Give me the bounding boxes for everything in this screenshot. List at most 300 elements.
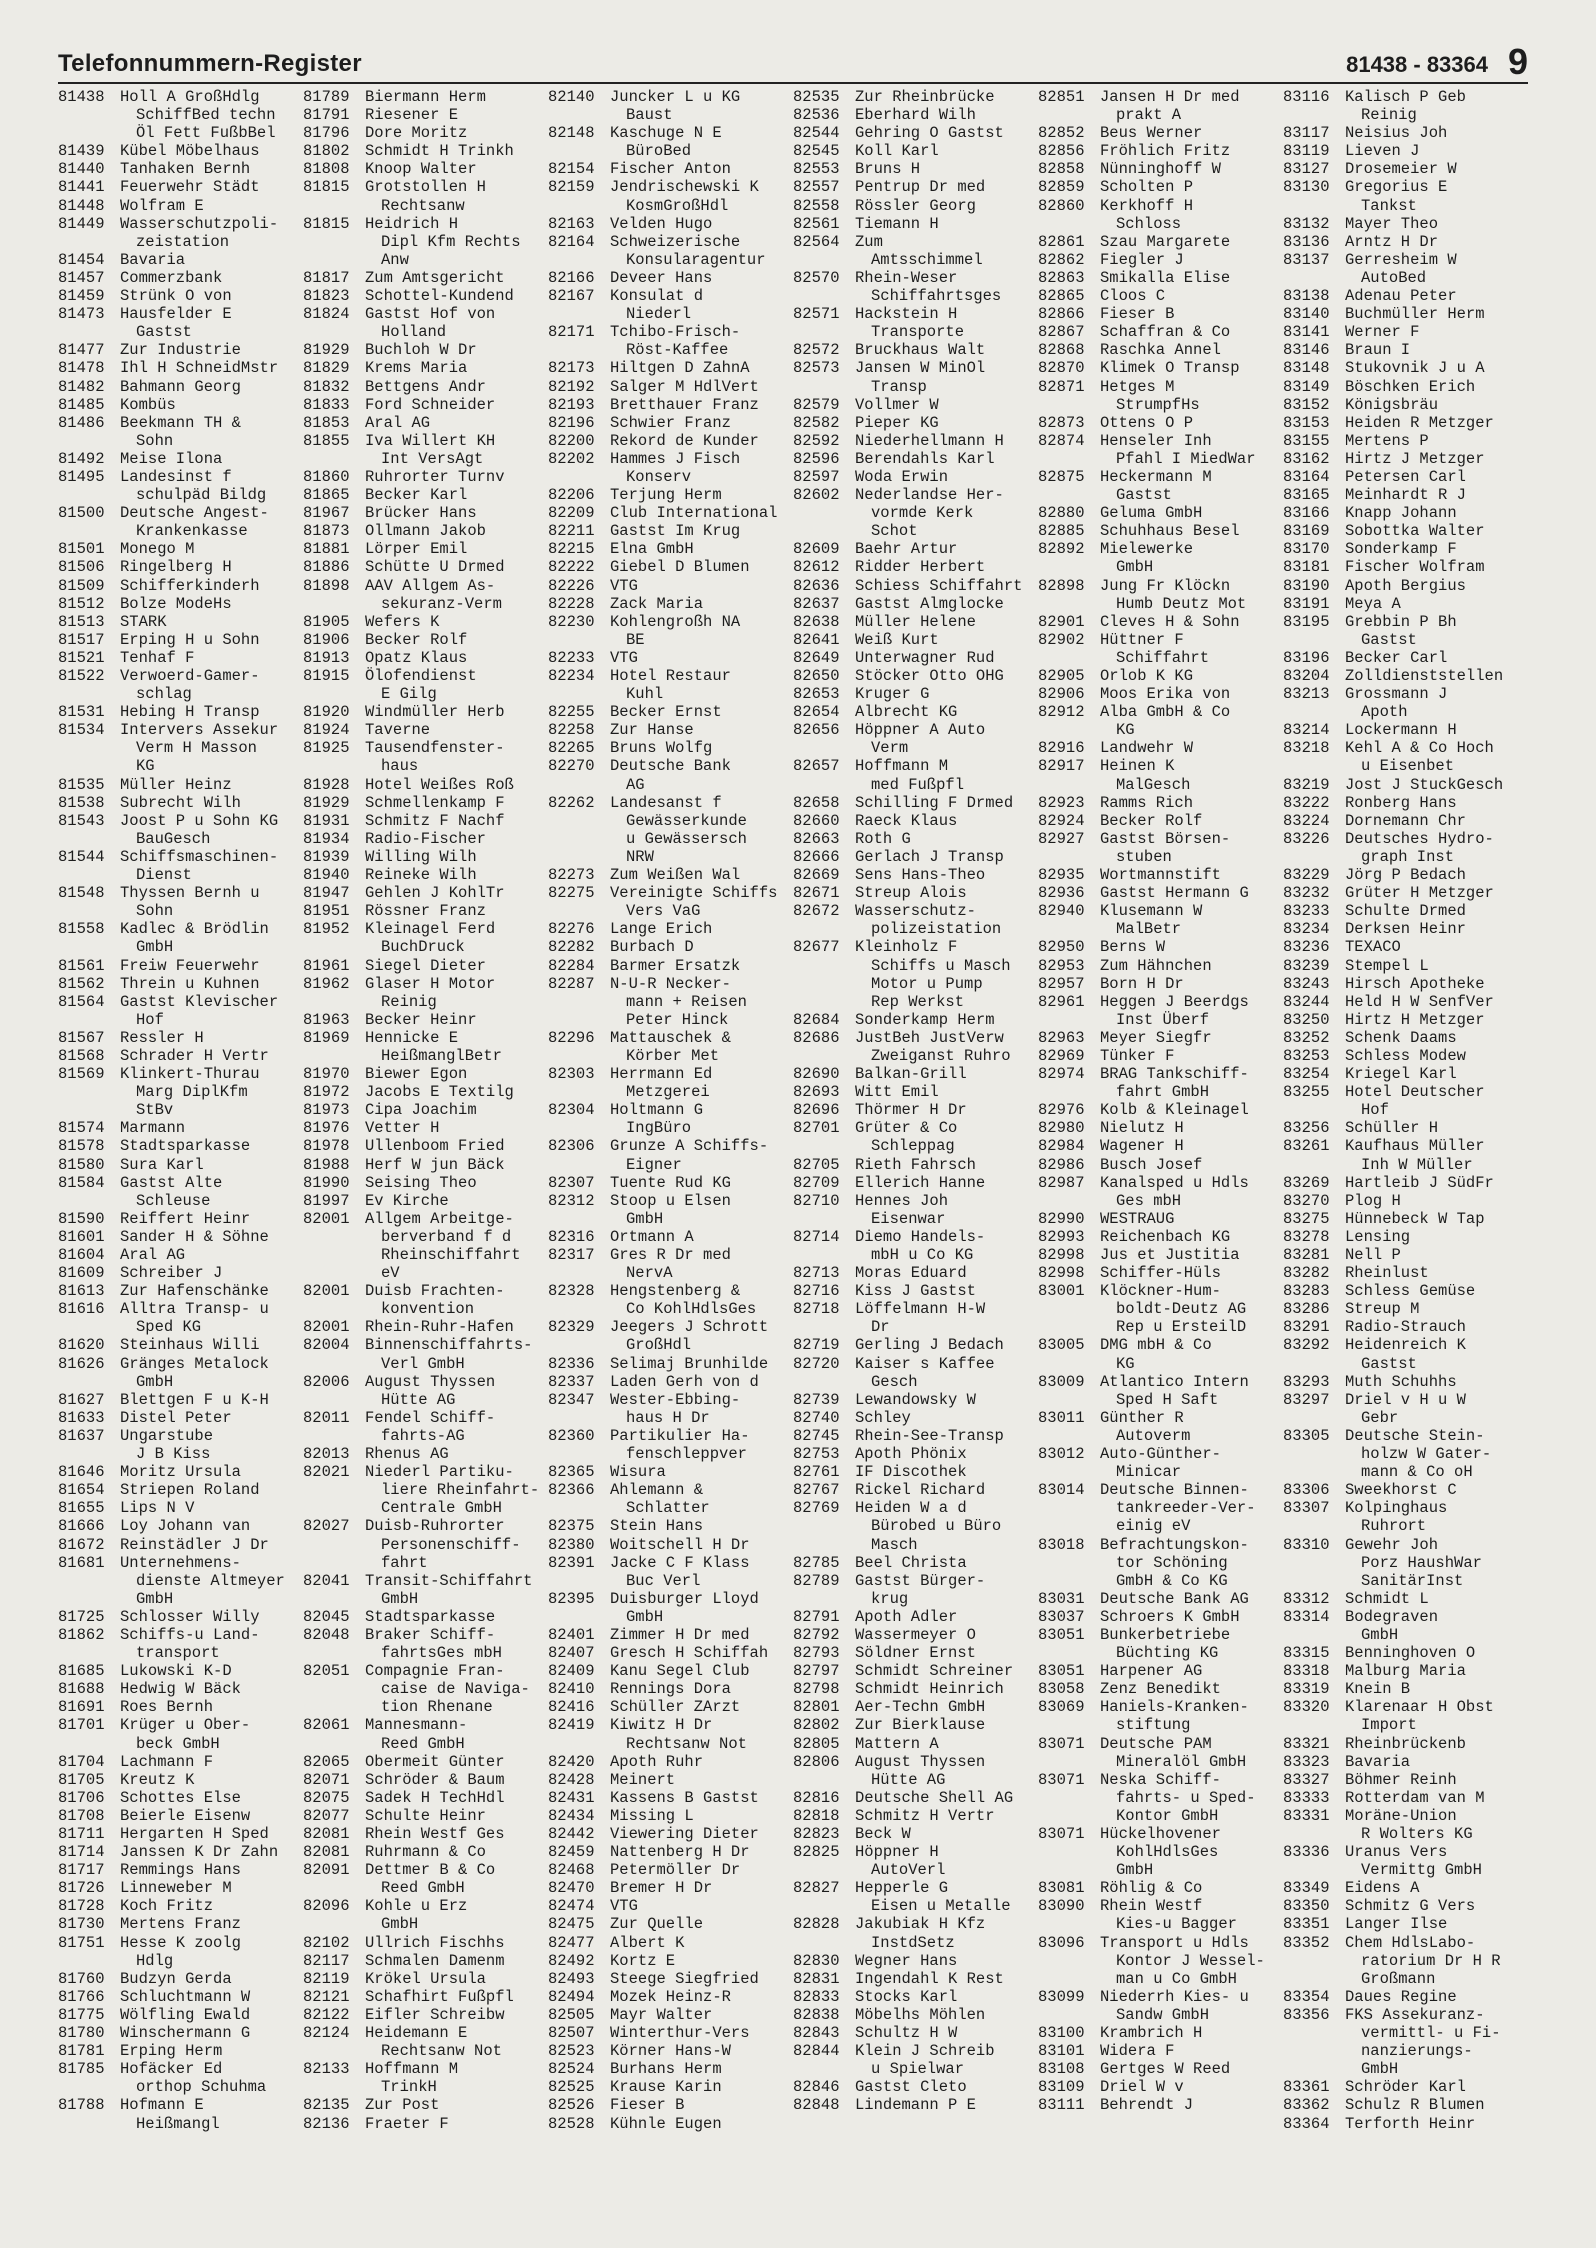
directory-entry (303, 414, 548, 432)
subscriber-name: WESTRAUG (1100, 1209, 1175, 1228)
subscriber-name: Schrader H Vertr (120, 1046, 269, 1065)
subscriber-name: Schulz R Blumen (1345, 2096, 1485, 2115)
phone-number (303, 251, 365, 269)
subscriber-name: Schmalen Damenm (365, 1951, 505, 1970)
phone-number: 82021 (303, 1463, 350, 1482)
phone-number: 83130 (1283, 178, 1330, 197)
subscriber-name: Heggen J Beerdgs (1100, 992, 1249, 1011)
phone-number: 82262 (548, 793, 595, 812)
subscriber-name: Hoffmann M (855, 757, 949, 776)
directory-entry-continuation (793, 1536, 1038, 1554)
subscriber-name: Gebr (1361, 1408, 1399, 1427)
phone-number: 82133 (303, 2060, 350, 2079)
phone-number (1038, 1391, 1100, 1409)
directory-entry (58, 667, 303, 685)
subscriber-name: Moräne-Union (1345, 1806, 1457, 1825)
subscriber-name: Subrecht Wilh (120, 793, 241, 812)
subscriber-name: Mayer Theo (1345, 214, 1439, 233)
phone-number (1283, 1626, 1345, 1644)
directory-entry-continuation (1038, 1554, 1283, 1572)
subscriber-name: Bruns H (855, 160, 921, 179)
subscriber-name: Allgem Arbeitge- (365, 1209, 514, 1228)
subscriber-name: Zack Maria (610, 594, 704, 613)
phone-number: 82686 (793, 1028, 840, 1047)
subscriber-name: Kerkhoff H (1100, 196, 1194, 215)
subscriber-name: Röst-Kaffee (626, 341, 729, 360)
directory-entry (1038, 1879, 1283, 1897)
directory-entry (58, 1807, 303, 1825)
directory-entry (1283, 468, 1528, 486)
subscriber-name: Rhein Westf Ges (365, 1825, 505, 1843)
subscriber-name: Peter Hinck (626, 1010, 729, 1029)
register-title: Telefonnummern-Register (58, 50, 362, 77)
subscriber-name: GmbH (136, 1372, 174, 1391)
phone-number (303, 1554, 365, 1572)
subscriber-name: Juncker L u KG (610, 88, 741, 106)
phone-number: 83314 (1283, 1607, 1330, 1626)
directory-entry-continuation (1283, 1970, 1528, 1988)
subscriber-name: Wortmannstift (1100, 866, 1221, 885)
directory-entry-continuation (1283, 1156, 1528, 1174)
phone-number: 82866 (1038, 305, 1085, 324)
subscriber-name: Becker Karl (365, 486, 468, 505)
directory-entry (793, 1300, 1038, 1318)
phone-number: 82409 (548, 1662, 595, 1681)
directory-entry (1283, 884, 1528, 902)
directory-entry-continuation (1038, 1952, 1283, 1970)
phone-number: 82641 (793, 630, 840, 649)
directory-entry (1038, 197, 1283, 215)
phone-number: 83222 (1283, 793, 1330, 812)
subscriber-name: mbH u Co KG (871, 1246, 974, 1264)
phone-number (1283, 1952, 1345, 1970)
directory-entry (58, 1228, 303, 1246)
phone-number: 82171 (548, 323, 595, 342)
phone-number (303, 1391, 365, 1409)
subscriber-name: Albrecht KG (855, 703, 958, 722)
subscriber-name: Kanalsped u Hdls (1100, 1173, 1249, 1192)
directory-entry (1283, 414, 1528, 432)
phone-number (1283, 1409, 1345, 1427)
subscriber-name: Grunze A Schiffs- (610, 1137, 769, 1156)
directory-entry-continuation (1283, 106, 1528, 124)
phone-number: 83275 (1283, 1209, 1330, 1228)
subscriber-name: Gerlach J Transp (855, 847, 1004, 866)
subscriber-name: Schweizerische (610, 232, 741, 251)
directory-entry (793, 2042, 1038, 2060)
phone-number: 83001 (1038, 1282, 1085, 1301)
subscriber-name: Muth Schuhhs (1345, 1372, 1457, 1391)
directory-entry (548, 378, 793, 396)
subscriber-name: haus H Dr (626, 1408, 710, 1427)
subscriber-name: Hdlg (136, 1951, 174, 1970)
subscriber-name: Kiwitz H Dr (610, 1716, 713, 1735)
subscriber-name: Gränges Metalock (120, 1354, 269, 1373)
phone-number (1038, 1970, 1100, 1988)
phone-number: 83269 (1283, 1173, 1330, 1192)
directory-entry (1283, 1915, 1528, 1933)
subscriber-name: August Thyssen (365, 1372, 496, 1391)
phone-number: 81924 (303, 721, 350, 740)
phone-number (58, 233, 120, 251)
directory-entry (303, 2115, 548, 2133)
directory-entry (303, 1626, 548, 1644)
phone-number: 82761 (793, 1463, 840, 1482)
phone-number: 82167 (548, 287, 595, 306)
subscriber-name: Gastst Im Krug (610, 522, 741, 541)
phone-number (1038, 1554, 1100, 1572)
directory-entry (1283, 432, 1528, 450)
subscriber-name: Schley (855, 1408, 911, 1427)
directory-entry (58, 341, 303, 359)
phone-number: 83109 (1038, 2078, 1085, 2097)
directory-entry (548, 1771, 793, 1789)
directory-entry (303, 1789, 548, 1807)
directory-entry-continuation (548, 106, 793, 124)
subscriber-name: Körber Met (626, 1046, 720, 1065)
phone-number (303, 1228, 365, 1246)
directory-entry (793, 1264, 1038, 1282)
phone-number: 83331 (1283, 1806, 1330, 1825)
phone-number (1038, 1753, 1100, 1771)
directory-entry (303, 631, 548, 649)
directory-entry (1038, 1065, 1283, 1083)
phone-number (548, 251, 610, 269)
phone-number (548, 1119, 610, 1137)
phone-number: 81972 (303, 1083, 350, 1102)
directory-entry-continuation (548, 1572, 793, 1590)
subscriber-name: Beck W (855, 1825, 911, 1843)
directory-entry (1283, 1608, 1528, 1626)
directory-entry (58, 2024, 303, 2042)
directory-entry (1283, 1934, 1528, 1952)
subscriber-name: VTG (610, 576, 638, 595)
directory-entry-continuation (548, 631, 793, 649)
phone-number: 82474 (548, 1897, 595, 1916)
directory-entry (1283, 721, 1528, 739)
directory-entry (58, 595, 303, 613)
phone-number (1038, 1843, 1100, 1861)
subscriber-name: Jansen W MinOl (855, 359, 986, 378)
phone-number: 83318 (1283, 1662, 1330, 1681)
directory-entry (793, 1029, 1038, 1047)
subscriber-name: Moras Eduard (855, 1264, 967, 1283)
phone-number (1283, 1554, 1345, 1572)
subscriber-name: Meinert (610, 1770, 676, 1789)
directory-entry (58, 1156, 303, 1174)
phone-number (1283, 1970, 1345, 1988)
phone-number (793, 251, 855, 269)
phone-number: 82065 (303, 1752, 350, 1771)
directory-entry (1283, 866, 1528, 884)
phone-number: 81708 (58, 1806, 105, 1825)
subscriber-name: Krüger u Ober- (120, 1716, 251, 1735)
directory-entry (303, 1753, 548, 1771)
directory-entry (793, 468, 1038, 486)
subscriber-name: Hütte AG (381, 1390, 456, 1409)
phone-number: 83351 (1283, 1915, 1330, 1934)
directory-entry (548, 866, 793, 884)
phone-number: 82048 (303, 1625, 350, 1644)
directory-entry-continuation (303, 595, 548, 613)
subscriber-name: Sandw GmbH (1116, 2005, 1210, 2024)
directory-entry-continuation (303, 938, 548, 956)
directory-entry (58, 577, 303, 595)
subscriber-name: Schenk Daams (1345, 1028, 1457, 1047)
directory-entry-continuation (303, 1264, 548, 1282)
subscriber-name: Gastst Alte (120, 1173, 223, 1192)
subscriber-name: holzw W Gater- (1361, 1445, 1492, 1464)
subscriber-name: Gastst Bürger- (855, 1571, 986, 1590)
phone-number: 83146 (1283, 341, 1330, 360)
subscriber-name: Gastst Almglocke (855, 594, 1004, 613)
phone-number: 81613 (58, 1282, 105, 1301)
phone-number (793, 1246, 855, 1264)
phone-number (793, 1590, 855, 1608)
phone-number: 82848 (793, 2096, 840, 2115)
phone-number: 82690 (793, 1065, 840, 1084)
phone-number: 82785 (793, 1553, 840, 1572)
phone-number: 82468 (548, 1861, 595, 1880)
subscriber-name: Streup Alois (855, 884, 967, 903)
subscriber-name: Transport u Hdls (1100, 1933, 1249, 1952)
directory-entry (548, 920, 793, 938)
phone-number: 81931 (303, 811, 350, 830)
directory-entry (793, 197, 1038, 215)
phone-number (793, 1318, 855, 1336)
subscriber-name: zeistation (136, 232, 230, 251)
subscriber-name: Schroers K GmbH (1100, 1607, 1240, 1626)
subscriber-name: Rickel Richard (855, 1481, 986, 1500)
phone-number (303, 1536, 365, 1554)
subscriber-name: Beierle Eisenw (120, 1806, 251, 1825)
directory-entry (58, 794, 303, 812)
subscriber-name: Buc Verl (626, 1571, 701, 1590)
directory-entry-continuation (303, 450, 548, 468)
directory-entry (1038, 1409, 1283, 1427)
subscriber-name: Schluchtmann W (120, 1987, 251, 2006)
subscriber-name: Zweiganst Ruhro (871, 1046, 1011, 1065)
directory-entry (303, 504, 548, 522)
subscriber-name: Stöcker Otto OHG (855, 667, 1004, 685)
phone-number: 83136 (1283, 232, 1330, 251)
phone-number (303, 233, 365, 251)
subscriber-name: Mattauschek & (610, 1028, 731, 1047)
phone-number: 82716 (793, 1282, 840, 1301)
phone-number: 82892 (1038, 540, 1085, 559)
directory-entry (303, 776, 548, 794)
phone-number: 82061 (303, 1716, 350, 1735)
phone-number: 82006 (303, 1372, 350, 1391)
phone-number (1283, 269, 1345, 287)
directory-entry (793, 414, 1038, 432)
subscriber-name: Import (1361, 1716, 1417, 1735)
directory-entry (58, 1137, 303, 1155)
phone-number: 82136 (303, 2114, 350, 2133)
directory-entry-continuation (793, 323, 1038, 341)
subscriber-name: MalBetr (1116, 920, 1182, 939)
phone-number: 82718 (793, 1300, 840, 1319)
directory-entry-continuation (793, 739, 1038, 757)
phone-number: 82163 (548, 214, 595, 233)
subscriber-name: Kies-u Bagger (1116, 1915, 1237, 1934)
directory-entry (303, 106, 548, 124)
phone-number: 82230 (548, 612, 595, 631)
subscriber-name: Hirtz H Metzger (1345, 1010, 1485, 1029)
phone-number (793, 1861, 855, 1879)
phone-number: 83162 (1283, 449, 1330, 468)
phone-number: 82830 (793, 1951, 840, 1970)
subscriber-name: Landesinst f (120, 467, 232, 486)
phone-number: 81781 (58, 2042, 105, 2061)
subscriber-name: Bavaria (120, 250, 186, 269)
directory-entry-continuation (58, 1735, 303, 1753)
subscriber-name: Kruger G (855, 685, 930, 704)
directory-entry (548, 1662, 793, 1680)
phone-number: 82858 (1038, 160, 1085, 179)
subscriber-name: Cipa Joachim (365, 1101, 477, 1120)
subscriber-name: Erping Herm (120, 2042, 223, 2061)
directory-entry (548, 287, 793, 305)
directory-entry (1283, 1753, 1528, 1771)
directory-entry-continuation (303, 233, 548, 251)
phone-number (303, 2078, 365, 2096)
subscriber-name: Kleinagel Ferd (365, 920, 496, 939)
subscriber-name: krug (871, 1589, 909, 1608)
phone-number: 81584 (58, 1173, 105, 1192)
directory-entry-continuation (548, 1409, 793, 1427)
directory-entry (793, 685, 1038, 703)
subscriber-name: Jacobs E Textilg (365, 1083, 514, 1102)
directory-entry (548, 269, 793, 287)
subscriber-name: prakt A (1116, 106, 1182, 125)
phone-number: 83320 (1283, 1698, 1330, 1717)
subscriber-name: Brücker Hans (365, 504, 477, 523)
subscriber-name: Konserv (626, 467, 692, 486)
phone-number (303, 757, 365, 775)
phone-number: 83071 (1038, 1734, 1085, 1753)
directory-entry (303, 1373, 548, 1391)
directory-entry-continuation (793, 287, 1038, 305)
phone-number: 83132 (1283, 214, 1330, 233)
directory-entry-continuation (1283, 1355, 1528, 1373)
directory-entry (58, 1536, 303, 1554)
subscriber-name: berverband f d (381, 1227, 512, 1246)
subscriber-name: Ungarstube (120, 1426, 214, 1445)
subscriber-name: Deutsche Shell AG (855, 1788, 1014, 1807)
phone-number: 81500 (58, 504, 105, 523)
phone-number: 83069 (1038, 1698, 1085, 1717)
subscriber-name: STARK (120, 612, 167, 631)
directory-entry (58, 1210, 303, 1228)
subscriber-name: Gehlen J KohlTr (365, 884, 505, 903)
directory-entry-continuation (1038, 1716, 1283, 1734)
directory-entry (1283, 142, 1528, 160)
directory-entry (793, 667, 1038, 685)
subscriber-name: Jörg P Bedach (1345, 866, 1466, 885)
directory-entry-continuation (303, 1499, 548, 1517)
subscriber-name: Velden Hugo (610, 214, 713, 233)
phone-number: 81766 (58, 1987, 105, 2006)
phone-number: 82505 (548, 2005, 595, 2024)
phone-number: 82401 (548, 1625, 595, 1644)
directory-entry-continuation (1283, 2024, 1528, 2042)
directory-entry-continuation (303, 251, 548, 269)
subscriber-name: Lewandowsky W (855, 1390, 976, 1409)
phone-number: 82544 (793, 124, 840, 143)
directory-entry (793, 1988, 1038, 2006)
phone-number: 82564 (793, 232, 840, 251)
subscriber-name: Jansen H Dr med (1100, 88, 1240, 106)
subscriber-name: Gastst (1361, 1354, 1417, 1373)
directory-entry (1283, 1590, 1528, 1608)
subscriber-name: Schloss (1116, 214, 1182, 233)
phone-number: 81862 (58, 1625, 105, 1644)
subscriber-name: InstdSetz (871, 1933, 955, 1952)
subscriber-name: Arntz H Dr (1345, 232, 1439, 251)
phone-number: 82709 (793, 1173, 840, 1192)
subscriber-name: Malburg Maria (1345, 1662, 1466, 1681)
subscriber-name: Heiden R Metzger (1345, 413, 1494, 432)
directory-entry (58, 1897, 303, 1915)
subscriber-name: Bahmann Georg (120, 377, 241, 396)
directory-entry (303, 1608, 548, 1626)
phone-number (548, 1336, 610, 1354)
phone-number (1283, 631, 1345, 649)
subscriber-name: Ullenboom Fried (365, 1137, 505, 1156)
phone-number (548, 902, 610, 920)
directory-entry (1283, 1391, 1528, 1409)
directory-entry (793, 1807, 1038, 1825)
phone-number: 81728 (58, 1897, 105, 1916)
subscriber-name: Beel Christa (855, 1553, 967, 1572)
phone-number: 82791 (793, 1607, 840, 1626)
subscriber-name: Verwoerd-Gamer- (120, 667, 260, 685)
phone-number: 82523 (548, 2042, 595, 2061)
subscriber-name: JustBeh JustVerw (855, 1028, 1004, 1047)
directory-entry (1038, 1626, 1283, 1644)
directory-entry-continuation (793, 1590, 1038, 1608)
phone-number: 82557 (793, 178, 840, 197)
subscriber-name: Becker Rolf (365, 630, 468, 649)
subscriber-name: Rieth Fahrsch (855, 1155, 976, 1174)
subscriber-name: Orlob K KG (1100, 667, 1194, 685)
directory-entry (548, 1753, 793, 1771)
phone-number: 82582 (793, 413, 840, 432)
directory-entry-continuation (303, 1481, 548, 1499)
subscriber-name: Held H W SenfVer (1345, 992, 1494, 1011)
phone-number: 82276 (548, 920, 595, 939)
phone-number: 81704 (58, 1752, 105, 1771)
directory-entry (793, 1083, 1038, 1101)
directory-entry (1038, 1680, 1283, 1698)
subscriber-name: J B Kiss (136, 1445, 211, 1464)
directory-entry (303, 794, 548, 812)
directory-entry-continuation (548, 1499, 793, 1517)
phone-number: 82805 (793, 1734, 840, 1753)
subscriber-name: Budzyn Gerda (120, 1969, 232, 1988)
directory-entry (548, 1590, 793, 1608)
directory-entry (793, 540, 1038, 558)
subscriber-name: Burbach D (610, 938, 694, 957)
phone-number: 82234 (548, 667, 595, 685)
phone-number (1038, 215, 1100, 233)
phone-number: 82802 (793, 1716, 840, 1735)
directory-entry (793, 1463, 1038, 1481)
directory-entry-continuation (1038, 1861, 1283, 1879)
subscriber-name: Deutsche Binnen- (1100, 1481, 1249, 1500)
subscriber-name: Mayr Walter (610, 2005, 713, 2024)
